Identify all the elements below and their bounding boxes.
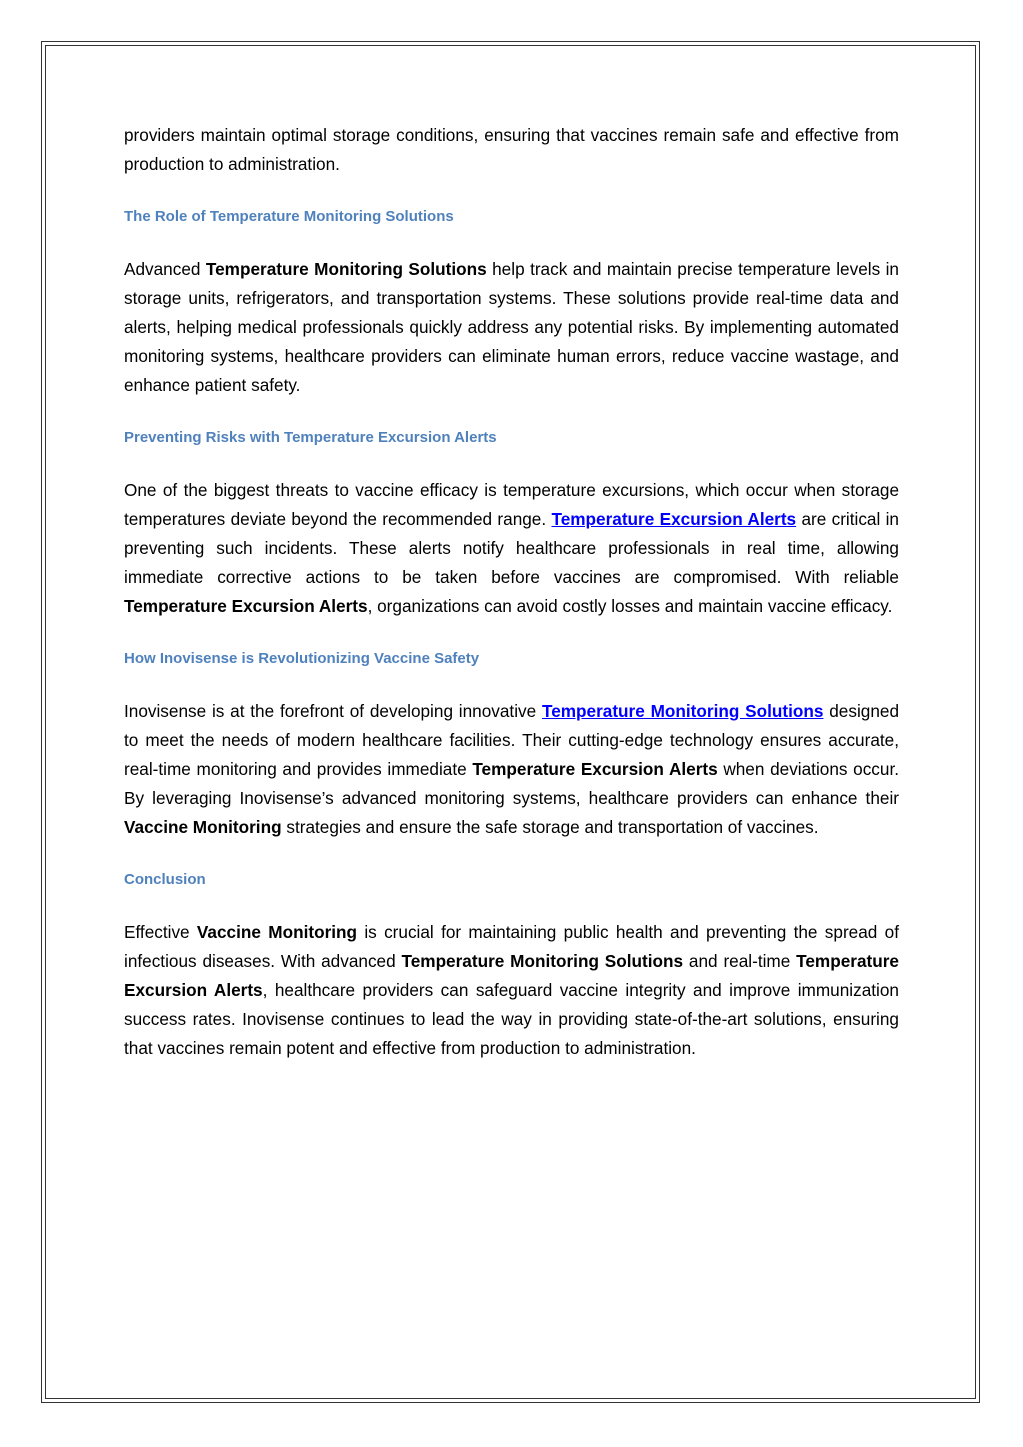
conclusion-text-mid2: and real-time xyxy=(683,951,797,971)
inovisense-term-vaccine-monitoring: Vaccine Monitoring xyxy=(124,817,282,837)
conclusion-paragraph xyxy=(124,918,899,1063)
risks-text-mid: are critical in preventing such incidents. These alerts notify healthcare professionals in real time, allowing immediate corrective actions to be taken before vaccines are compromised. With reliable xyxy=(124,509,899,587)
risks-text-start: One of the biggest threats to vaccine efficacy is temperature excursions, which occur when storage temperatures deviate beyond the recommended range. xyxy=(124,480,899,529)
conclusion-term-monitoring-solutions: Temperature Monitoring Solutions xyxy=(401,951,684,971)
role-term-monitoring-solutions: Temperature Monitoring Solutions xyxy=(205,259,487,279)
inovisense-text-mid2: when deviations occur. By leveraging Inovisense’s advanced monitoring systems, healthcare providers can enhance their xyxy=(124,759,899,808)
intro-text: providers maintain optimal storage conditions, ensuring that vaccines remain safe and effective from production to administration. xyxy=(124,125,899,174)
link-temperature-monitoring-solutions[interactable]: Temperature Monitoring Solutions xyxy=(541,701,824,721)
document-body xyxy=(124,121,899,1063)
heading-inovisense: How Inovisense is Revolutionizing Vaccine Safety xyxy=(124,650,480,667)
conclusion-text-mid1: is crucial for maintaining public health and preventing the spread of infectious diseases. With advanced xyxy=(124,922,899,971)
conclusion-text-start: Effective xyxy=(124,922,197,942)
role-paragraph xyxy=(124,255,899,400)
risks-term-excursion-alerts: Temperature Excursion Alerts xyxy=(124,596,368,616)
risks-paragraph xyxy=(124,476,899,621)
role-text-start: Advanced xyxy=(124,259,206,279)
heading-role-of-monitoring: The Role of Temperature Monitoring Solutions xyxy=(124,208,454,225)
conclusion-text-end: , healthcare providers can safeguard vaccine integrity and improve immunization success rates. Inovisense continues to lead the way in providing state-of-the-art solutions, ensuring that vaccines remain potent and effective from production to administration. xyxy=(124,980,899,1058)
heading-preventing-risks: Preventing Risks with Temperature Excursion Alerts xyxy=(124,429,497,446)
risks-text-end: , organizations can avoid costly losses and maintain vaccine efficacy. xyxy=(367,596,893,616)
intro-paragraph xyxy=(124,121,899,179)
heading-conclusion: Conclusion xyxy=(124,871,206,888)
inovisense-paragraph xyxy=(124,697,899,842)
inovisense-text-mid1: designed to meet the needs of modern healthcare facilities. Their cutting-edge technology ensures accurate, real-time monitoring and provides immediate xyxy=(124,701,900,779)
inovisense-text-start: Inovisense is at the forefront of developing innovative xyxy=(124,701,542,721)
link-temperature-excursion-alerts[interactable]: Temperature Excursion Alerts xyxy=(551,509,797,529)
conclusion-term-excursion-alerts: Temperature Excursion Alerts xyxy=(124,951,899,1000)
inovisense-term-excursion-alerts: Temperature Excursion Alerts xyxy=(472,759,718,779)
inovisense-text-end: strategies and ensure the safe storage and transportation of vaccines. xyxy=(281,817,819,837)
conclusion-term-vaccine-monitoring: Vaccine Monitoring xyxy=(196,922,358,942)
role-text-rest: help track and maintain precise temperature levels in storage units, refrigerators, and transportation systems. These solutions provide real-time data and alerts, helping medical professionals quickly address any potential risks. By implementing automated monitoring systems, healthcare providers can eliminate human errors, reduce vaccine wastage, and enhance patient safety. xyxy=(124,259,899,395)
